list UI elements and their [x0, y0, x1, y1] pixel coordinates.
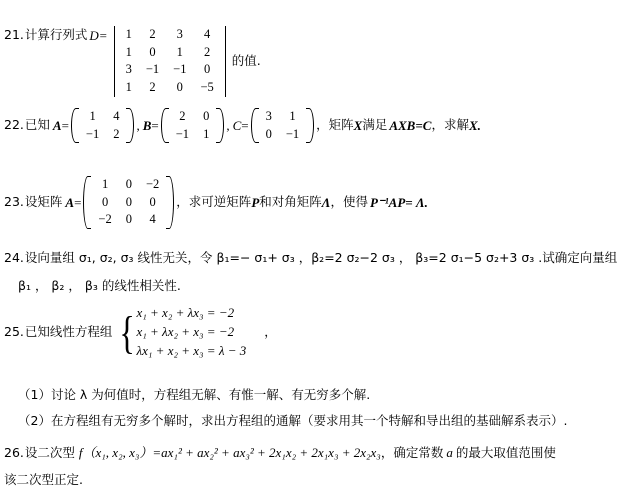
- cell: 3: [176, 27, 183, 41]
- bracket-left: [161, 108, 169, 143]
- cell: −2: [145, 177, 160, 191]
- problem-23-tail-2: 和对角矩阵: [259, 194, 322, 210]
- matrix-A-3x3: [83, 176, 174, 229]
- problem-26: [4, 443, 556, 463]
- cell: 2: [203, 44, 211, 59]
- cell: −1: [173, 62, 187, 77]
- cell: 1: [176, 44, 183, 59]
- problem-25-lead: 已知线性方程组: [24, 323, 113, 339]
- cell: 4: [113, 109, 120, 123]
- problem-25-number: 25.: [4, 323, 24, 339]
- cell: 1: [89, 109, 96, 123]
- bracket-right: [126, 108, 134, 143]
- table-row: [119, 79, 221, 97]
- cell: 2: [113, 126, 120, 141]
- table-row: [259, 108, 307, 126]
- problem-21: [4, 26, 261, 97]
- determinant-bar-left: [114, 26, 115, 97]
- matrix-A-table: [79, 108, 127, 143]
- cell: 0: [176, 79, 183, 94]
- determinant-bar-right: [225, 26, 226, 97]
- table-row: [119, 61, 221, 79]
- problem-22-C-label: C: [232, 117, 242, 133]
- problem-22-X-label: X: [353, 117, 363, 133]
- cell: 1: [101, 177, 109, 191]
- cell: 0: [203, 62, 211, 77]
- problem-23-tail-3: ，使得: [330, 194, 368, 210]
- cell: 0: [125, 212, 132, 227]
- cell: −2: [98, 212, 112, 227]
- cell: −1: [145, 62, 160, 77]
- equals: =: [74, 194, 82, 210]
- problem-26-number: 26.: [4, 445, 24, 460]
- problem-22: [4, 108, 481, 143]
- matrix-B: [161, 108, 225, 143]
- table-row: [169, 108, 217, 126]
- problem-22-tail-2: 满足: [362, 117, 388, 133]
- cell: 0: [149, 194, 156, 209]
- problem-25-sub-2-text: （2）在方程组有无穷多个解时，求出方程组的通解（要求用其一个特解和导出组的基础解系表示）.: [18, 413, 568, 428]
- problem-23-number: 23.: [4, 194, 24, 210]
- cell: 0: [265, 126, 272, 141]
- problem-21-determinant: [110, 26, 230, 97]
- problem-23: [4, 176, 428, 229]
- matrix-C-table: [259, 108, 307, 143]
- table-row: [169, 126, 217, 144]
- cell: 2: [179, 109, 186, 123]
- cell: 0: [125, 177, 132, 191]
- cell: −5: [200, 79, 214, 94]
- problem-26-line-2: [4, 471, 83, 490]
- problem-23-lead: 设矩阵: [24, 194, 63, 210]
- equals-3: =: [241, 117, 249, 133]
- cell: −1: [175, 126, 190, 141]
- problem-26-tail-1: ，确定常数: [380, 445, 444, 460]
- problem-21-D-label: D=: [89, 28, 108, 43]
- problem-25-sub-1-text: （1）讨论 λ 为何值时，方程组无解、有惟一解、有无穷多个解.: [18, 387, 371, 402]
- matrix-C: [251, 108, 315, 143]
- problem-25-tail: ，: [264, 323, 277, 339]
- matrix-A: [71, 108, 135, 143]
- table-row: [119, 44, 221, 62]
- cell: 0: [203, 109, 210, 123]
- equation-list: [137, 304, 247, 361]
- cell: 2: [149, 27, 156, 41]
- problem-21-text: 计算行列式: [24, 27, 88, 42]
- problem-23-Lambda-label: Λ: [321, 194, 331, 210]
- equation-1: x₁ + x₂ + λx₃ = −2: [136, 305, 235, 320]
- bracket-right: [306, 108, 314, 143]
- table-row: [91, 211, 166, 229]
- problem-23-P-label: P: [251, 194, 260, 210]
- problem-22-tail-1: ，矩阵: [316, 117, 354, 133]
- cell: 1: [289, 109, 296, 123]
- comma-2: ,: [226, 117, 230, 133]
- equation-system: [116, 304, 246, 361]
- problem-24-number: 24.: [4, 250, 24, 265]
- cell: 0: [149, 44, 156, 59]
- cell: 2: [149, 79, 156, 94]
- problem-23-result: P⁻¹AP= Λ.: [369, 194, 428, 210]
- cell: 1: [125, 27, 132, 41]
- problem-25-sub-1: [18, 386, 370, 405]
- table-row: [91, 176, 166, 194]
- bracket-right: [166, 176, 174, 229]
- equals-2: =: [151, 117, 159, 133]
- bracket-left: [251, 108, 259, 143]
- bracket-left: [83, 176, 91, 229]
- problem-26-a-label: a: [446, 445, 453, 460]
- cell: 1: [203, 126, 210, 141]
- cell: −1: [85, 126, 100, 141]
- cell: 1: [125, 79, 132, 94]
- problem-22-B-label: B: [142, 117, 152, 133]
- cell: 4: [149, 212, 156, 227]
- problem-24: [4, 249, 617, 296]
- problem-22-AXB: AXB=C: [389, 117, 432, 133]
- cell: 3: [125, 62, 132, 77]
- problem-22-lead: 已知: [24, 117, 50, 133]
- bracket-right: [216, 108, 224, 143]
- cell: 1: [125, 44, 132, 59]
- cell: −1: [285, 126, 300, 141]
- problem-22-number: 22.: [4, 117, 24, 133]
- brace-icon: {: [119, 306, 136, 358]
- equation-2: x₁ + λx₂ + x₃ = −2: [136, 323, 235, 339]
- cell: 4: [203, 27, 211, 41]
- problem-22-A-label: A: [52, 117, 62, 133]
- problem-26-tail-2: 的最大取值范围使: [455, 445, 556, 460]
- problem-21-tail: 的值.: [231, 52, 261, 68]
- problem-25: [4, 304, 277, 361]
- table-row: [259, 126, 307, 144]
- matrix-A-3x3-table: [91, 176, 166, 229]
- table-row: [79, 108, 127, 126]
- problem-23-A-label: A: [65, 194, 75, 210]
- problem-22-X-solve: X.: [468, 117, 481, 133]
- equation-3: λx₁ + x₂ + x₃ = λ − 3: [136, 342, 247, 358]
- problem-25-sub-2: [18, 412, 567, 431]
- equals-1: =: [61, 117, 69, 133]
- cell: 0: [125, 194, 132, 209]
- problem-24-line-2: β₁ ， β₂ ， β₃ 的线性相关性.: [18, 277, 181, 293]
- problem-26-expression: f（x₁, x₂, x₃）=ax₁² + ax₂² + ax₃² + 2x₁x₂ + 2x₁x₃ + 2x₂x₃: [78, 445, 381, 460]
- comma-1: ,: [136, 117, 140, 133]
- determinant-table: [119, 26, 221, 97]
- bracket-left: [71, 108, 79, 143]
- table-row: [79, 126, 127, 144]
- table-row: [91, 194, 166, 212]
- cell: 0: [101, 194, 109, 209]
- table-row: [119, 26, 221, 44]
- problem-26-lead: 设二次型: [24, 445, 75, 460]
- matrix-B-table: [169, 108, 217, 143]
- problem-26-line-2-text: 该二次型正定.: [4, 472, 83, 487]
- problem-23-tail-1: ，求可逆矩阵: [176, 194, 252, 210]
- problem-24-line-1: 设向量组 σ₁, σ₂, σ₃ 线性无关，令 β₁=− σ₁+ σ₃ ，β₂=2 σ₂−2 σ₃ ， β₃=2 σ₁−5 σ₂+3 σ₃ .试确定向量组: [24, 250, 618, 265]
- cell: 3: [265, 109, 272, 123]
- problem-22-tail-3: ，求解: [431, 117, 469, 133]
- problem-21-lead: 21.: [4, 27, 24, 42]
